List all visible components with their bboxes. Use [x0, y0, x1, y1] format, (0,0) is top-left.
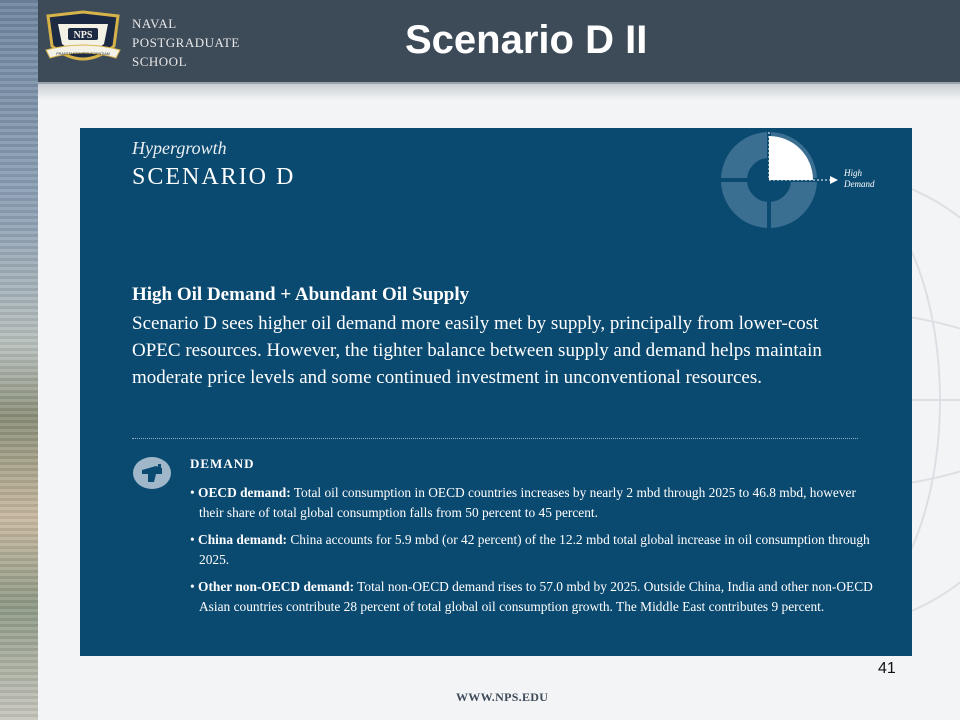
logo-badge-text: NPS — [73, 30, 93, 41]
panel-subtitle: Hypergrowth — [132, 138, 227, 158]
bullet-lead: OECD demand: — [198, 485, 291, 500]
page-number: 41 — [878, 660, 896, 677]
scenario-description: Scenario D sees higher oil demand more easily met by supply, principally from lower-cost OPEC resources. However, the tighter balance between supply and demand helps maintain moderate price levels and some continued investment in unconventional resources. — [132, 313, 822, 388]
campus-photo-strip — [0, 0, 38, 720]
bullet-text: China accounts for 5.9 mbd (or 42 percent) of the 12.2 mbd total global increase in oil consumption through 2025. — [199, 532, 870, 567]
footer-url: WWW.NPS.EDU — [456, 690, 549, 704]
bullet-lead: China demand: — [198, 532, 287, 547]
logo-motto-text: PRAESTANTIA PER SCIENTIAM — [56, 52, 110, 56]
header-shadow — [38, 84, 960, 100]
demand-label: DEMAND — [190, 456, 255, 471]
list-item: • Other non-OECD demand: Total non-OECD demand rises to 57.0 mbd by 2025. Outside China, India and other non-OECD Asian countries contribute 28 percent of total global oil consumption growth. The Middle East contributes 9 percent. — [190, 579, 873, 614]
logo-wordmark — [132, 14, 240, 71]
scenario-quadrant-icon — [720, 132, 900, 228]
logo-line: POSTGRADUATE — [132, 35, 240, 50]
fuel-nozzle-icon — [132, 456, 172, 490]
quadrant-label: High — [844, 168, 862, 178]
quadrant-label: Demand — [844, 179, 875, 189]
section-heading: High Oil Demand + Abundant Oil Supply — [132, 284, 470, 305]
logo-line: SCHOOL — [132, 54, 188, 69]
slide-title: Scenario D II — [405, 18, 648, 62]
list-item: • OECD demand: Total oil consumption in OECD countries increases by nearly 2 mbd through 2025 to 46.8 mbd, however their share of total global consumption falls from 50 percent to 45 percent. — [190, 485, 856, 520]
logo-line: NAVAL — [132, 16, 177, 31]
bullet-text: Total oil consumption in OECD countries increases by nearly 2 mbd through 2025 to 46.8 mbd, however their share of total global consumption falls from 50 percent to 45 percent. — [199, 485, 856, 520]
list-item: • China demand: China accounts for 5.9 mbd (or 42 percent) of the 12.2 mbd total global increase in oil consumption through 2025. — [190, 532, 870, 567]
nps-logo-icon — [44, 10, 122, 70]
bullet-lead: Other non-OECD demand: — [198, 579, 355, 594]
dotted-divider — [132, 438, 858, 439]
bullet-text: Total non-OECD demand rises to 57.0 mbd by 2025. Outside China, India and other non-OECD Asian countries contribute 28 percent of total global oil consumption growth. The Middle East contributes 9 percent. — [199, 579, 873, 614]
scenario-panel — [80, 128, 912, 656]
scenario-title: SCENARIO D — [132, 164, 296, 190]
demand-bullet-list — [190, 483, 880, 624]
